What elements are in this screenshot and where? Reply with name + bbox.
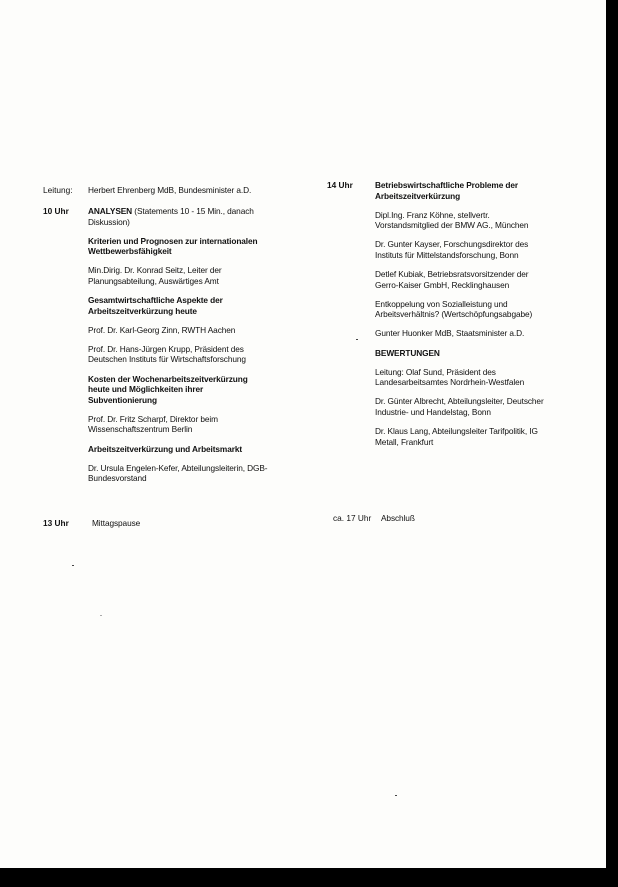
analysen-title: ANALYSEN (88, 206, 133, 216)
left-item: Kosten der Wochenarbeitszeitverkürzung heute und Möglichkeiten ihrer Subventionierung (88, 373, 248, 405)
right-item: Betriebswirtschaftliche Probleme der Arbeitszeitverkürzung (375, 180, 519, 201)
time-13-uhr: 13 Uhr (43, 518, 69, 528)
right-item: Leitung: Olaf Sund, Präsident des Landesarbeitsamtes Nordrhein-Westfalen (375, 366, 525, 388)
scan-speck (100, 615, 102, 616)
time-14-uhr: 14 Uhr (327, 180, 353, 190)
right-item: Entkoppelung von Sozialleistung und Arbeitsverhältnis? (Wertschöpfungsabgabe) (375, 298, 533, 320)
right-column (375, 180, 551, 456)
left-item: Dr. Ursula Engelen-Kefer, Abteilungsleiterin, DGB-Bundesvorstand (88, 462, 268, 484)
left-item: Kriterien und Prognosen zur internationalen Wettbewerbsfähigkeit (88, 235, 258, 257)
left-items (88, 236, 270, 484)
time-17-uhr: ca. 17 Uhr (333, 513, 372, 523)
left-item: Prof. Dr. Hans-Jürgen Krupp, Präsident des Deutschen Instituts für Wirtschaftsforschung (88, 343, 246, 365)
analysen-heading (88, 206, 270, 227)
right-item: BEWERTUNGEN (375, 347, 440, 358)
leitung-label: Leitung: (43, 185, 73, 195)
left-item: Arbeitszeitverkürzung und Arbeitsmarkt (88, 443, 243, 454)
abschluss: Abschluß (381, 513, 415, 523)
scan-speck (395, 795, 397, 796)
left-column (88, 206, 270, 492)
left-item: Min.Dirig. Dr. Konrad Seitz, Leiter der Planungsabteilung, Auswärtiges Amt (88, 265, 222, 286)
left-item: Gesamtwirtschaftliche Aspekte der Arbeitszeitverkürzung heute (88, 295, 223, 316)
right-item: Gunter Huonker MdB, Staatsminister a.D. (375, 328, 525, 339)
left-item: Prof. Dr. Karl-Georg Zinn, RWTH Aachen (88, 324, 236, 335)
right-item: Dr. Günter Albrecht, Abteilungsleiter, Deutscher Industrie- und Handelstag, Bonn (375, 396, 544, 417)
scan-noise (40, 96, 270, 146)
mittagspause: Mittagspause (92, 518, 141, 528)
right-items (375, 180, 551, 447)
analysen-note: (Statements 10 - 15 Min., danach Diskussion) (88, 206, 254, 227)
left-item: Prof. Dr. Fritz Scharpf, Direktor beim Wissenschaftszentrum Berlin (88, 413, 218, 435)
scan-speck (356, 339, 358, 340)
scan-speck (72, 565, 74, 566)
leitung-text: Herbert Ehrenberg MdB, Bundesminister a.D. (88, 185, 252, 195)
right-item: Dr. Klaus Lang, Abteilungsleiter Tarifpolitik, IG Metall, Frankfurt (375, 426, 538, 447)
right-item: Detlef Kubiak, Betriebsratsvorsitzender der Gerro-Kaiser GmbH, Recklinghausen (375, 269, 529, 290)
right-item: Dipl.Ing. Franz Köhne, stellvertr. Vorstandsmitglied der BMW AG., München (375, 209, 529, 231)
time-10-uhr: 10 Uhr (43, 206, 69, 216)
right-item: Dr. Gunter Kayser, Forschungsdirektor des Instituts für Mittelstandsforschung, Bonn (375, 239, 529, 260)
